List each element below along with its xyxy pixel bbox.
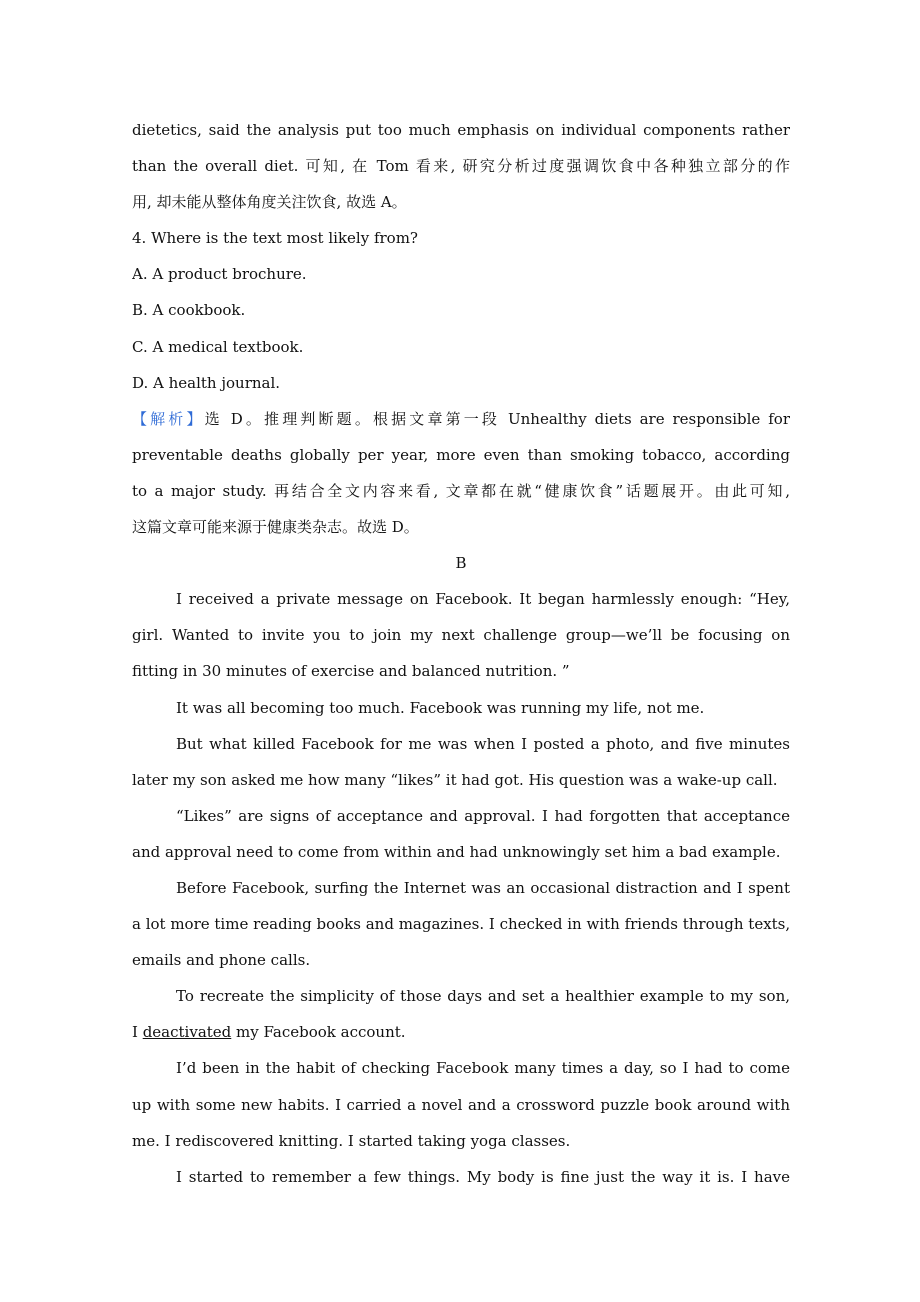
analysis-q4-line-4: 这篇文章可能来源于健康类杂志。故选 D。 xyxy=(132,518,419,537)
analysis-q4-line-3: to a major study. 再结合全文内容来看, 文章都在就“健康饮食”话题展开。由此可知, xyxy=(132,481,790,500)
analysis-q4-line-1 xyxy=(132,401,790,437)
passage-p6-line-1: To recreate the simplicity of those days and set a healthier example to my son, xyxy=(176,987,790,1006)
passage-p1-line-1: I received a private message on Facebook. It began harmlessly enough: “Hey, xyxy=(176,590,790,609)
analysis-q3-line-2: than the overall diet. 可知, 在 Tom 看来, 研究分析过度强调饮食中各种独立部分的作 xyxy=(132,157,790,176)
passage-p1-line-2: girl. Wanted to invite you to join my next challenge group—we’ll be focusing on xyxy=(132,626,790,645)
option-d: D. A health journal. xyxy=(132,373,281,392)
option-a: A. A product brochure. xyxy=(132,265,307,284)
question-4-stem: 4. Where is the text most likely from? xyxy=(132,229,418,248)
option-c: C. A medical textbook. xyxy=(132,337,304,356)
document-page xyxy=(132,112,790,1195)
passage-p6-line-2-post: my Facebook account. xyxy=(231,1023,406,1042)
passage-p7-line-2: up with some new habits. I carried a novel and a crossword puzzle book around with xyxy=(132,1095,790,1114)
passage-p4-line-2: and approval need to come from within and had unknowingly set him a bad example. xyxy=(132,842,781,861)
passage-p6-line-2 xyxy=(132,1014,790,1050)
passage-p7-line-1: I’d been in the habit of checking Facebook many times a day, so I had to come xyxy=(176,1059,790,1078)
passage-p8-line-1: I started to remember a few things. My body is fine just the way it is. I have xyxy=(176,1167,790,1186)
underlined-word-deactivated: deactivated xyxy=(142,1023,232,1042)
section-label: B xyxy=(455,554,467,573)
analysis-q3-line-1: dietetics, said the analysis put too much emphasis on individual components rather xyxy=(132,121,790,139)
analysis-q4-line-2: preventable deaths globally per year, more even than smoking tobacco, according xyxy=(132,445,790,464)
passage-p4-line-1: “Likes” are signs of acceptance and approval. I had forgotten that acceptance xyxy=(176,806,790,825)
passage-p5-line-3: emails and phone calls. xyxy=(132,951,311,970)
analysis-q4-line-1-text: 选 D。推理判断题。根据文章第一段 Unhealthy diets are responsible for xyxy=(204,409,790,428)
passage-p3-line-1: But what killed Facebook for me was when I posted a photo, and five minutes xyxy=(176,734,790,753)
passage-p1-line-3: fitting in 30 minutes of exercise and balanced nutrition. ” xyxy=(132,662,570,681)
analysis-tag: 【解析】 xyxy=(132,409,205,428)
analysis-q3-line-3: 用, 却未能从整体角度关注饮食, 故选 A。 xyxy=(132,193,407,212)
passage-p5-line-2: a lot more time reading books and magazines. I checked in with friends through texts, xyxy=(132,915,790,934)
option-b: B. A cookbook. xyxy=(132,301,246,320)
passage-p5-line-1: Before Facebook, surfing the Internet was an occasional distraction and I spent xyxy=(176,878,790,897)
passage-p2-line-1: It was all becoming too much. Facebook was running my life, not me. xyxy=(176,698,705,717)
passage-p6-line-2-pre: I xyxy=(132,1023,143,1042)
passage-p7-line-3: me. I rediscovered knitting. I started taking yoga classes. xyxy=(132,1131,571,1150)
passage-p3-line-2: later my son asked me how many “likes” it had got. His question was a wake-up call. xyxy=(132,770,778,789)
